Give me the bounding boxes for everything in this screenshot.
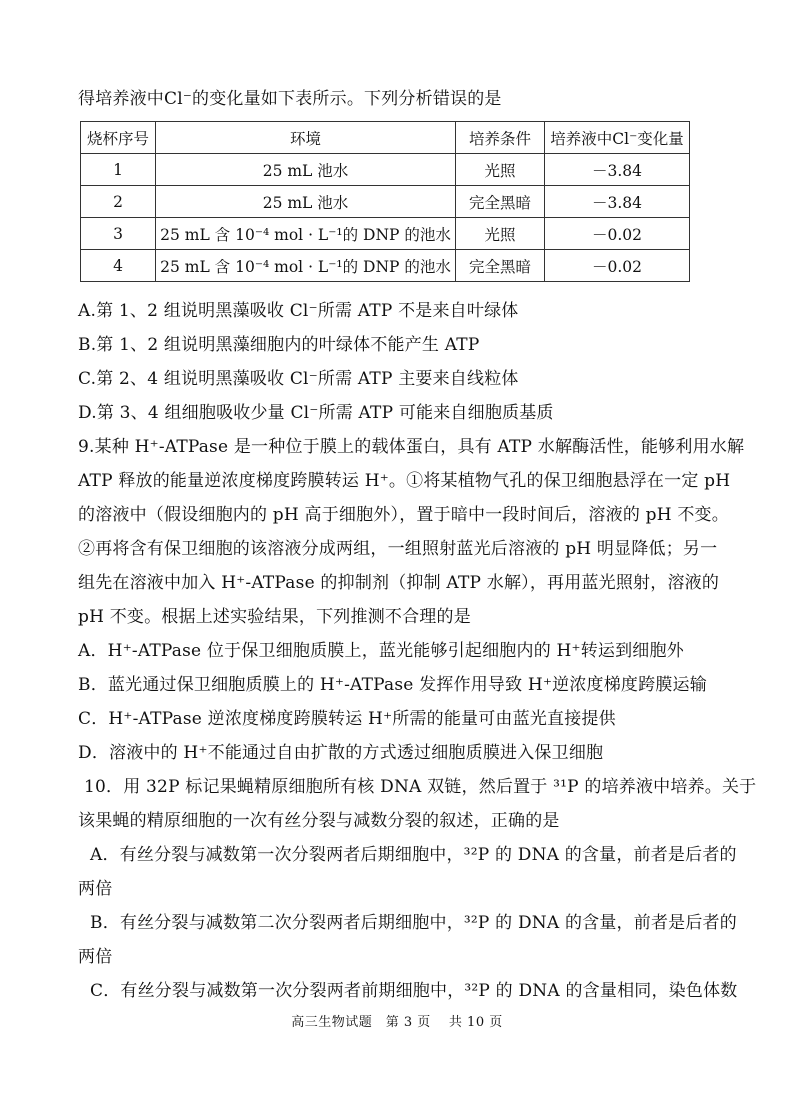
- q10-option-c: C．有丝分裂与减数第一次分裂两者前期细胞中，³²P 的 DNA 的含量相同，染色体数: [90, 981, 738, 1001]
- experiment-table: [80, 121, 690, 282]
- q10-option-b-cont: 两倍: [78, 947, 113, 967]
- q8-option-b: B.第 1、2 组说明黑藻细胞内的叶绿体不能产生 ATP: [78, 335, 480, 355]
- q9-option-a: A．H⁺-ATPase 位于保卫细胞质膜上，蓝光能够引起细胞内的 H⁺转运到细胞外: [78, 641, 684, 661]
- table-row: [81, 218, 690, 250]
- cell-condition: 光照: [456, 154, 545, 186]
- table-row: [81, 186, 690, 218]
- q8-option-a: A.第 1、2 组说明黑藻吸收 Cl⁻所需 ATP 不是来自叶绿体: [78, 301, 519, 321]
- q10-option-a-cont: 两倍: [78, 879, 113, 899]
- q9-stem-line: ②再将含有保卫细胞的该溶液分成两组，一组照射蓝光后溶液的 pH 明显降低；另一: [78, 539, 718, 559]
- q9-stem-line: ATP 释放的能量逆浓度梯度跨膜转运 H⁺。①将某植物气孔的保卫细胞悬浮在一定 pH: [78, 471, 731, 491]
- col-header-cl-change: 培养液中Cl⁻变化量: [545, 122, 690, 154]
- table-header-row: [81, 122, 690, 154]
- q8-option-c: C.第 2、4 组说明黑藻吸收 Cl⁻所需 ATP 主要来自线粒体: [78, 369, 519, 389]
- cell-condition: 完全黑暗: [456, 250, 545, 282]
- q8-stem-tail: 得培养液中Cl⁻的变化量如下表所示。下列分析错误的是: [78, 89, 502, 109]
- cell-cl-change: －3.84: [545, 186, 690, 218]
- cell-environment: 25 mL 含 10⁻⁴ mol · L⁻¹的 DNP 的池水: [156, 218, 456, 250]
- q9-option-b: B．蓝光通过保卫细胞质膜上的 H⁺-ATPase 发挥作用导致 H⁺逆浓度梯度跨膜运输: [78, 675, 707, 695]
- q9-stem-line: 组先在溶液中加入 H⁺-ATPase 的抑制剂（抑制 ATP 水解），再用蓝光照射，溶液的: [78, 573, 720, 593]
- q9-stem-line: 的溶液中（假设细胞内的 pH 高于细胞外），置于暗中一段时间后，溶液的 pH 不变。: [78, 505, 729, 525]
- cell-beaker: 4: [81, 250, 156, 282]
- q10-stem-line: 10．用 32P 标记果蝇精原细胞所有核 DNA 双链，然后置于 ³¹P 的培养液中培养。关于: [84, 777, 757, 797]
- col-header-condition: 培养条件: [456, 122, 545, 154]
- cell-condition: 光照: [456, 218, 545, 250]
- q9-option-c: C．H⁺-ATPase 逆浓度梯度跨膜转运 H⁺所需的能量可由蓝光直接提供: [78, 709, 616, 729]
- q9-option-d: D．溶液中的 H⁺不能通过自由扩散的方式透过细胞质膜进入保卫细胞: [78, 743, 604, 763]
- cell-beaker: 3: [81, 218, 156, 250]
- cell-cl-change: －0.02: [545, 218, 690, 250]
- cell-cl-change: －3.84: [545, 154, 690, 186]
- cell-beaker: 2: [81, 186, 156, 218]
- col-header-environment: 环境: [156, 122, 456, 154]
- q9-stem-line: 9.某种 H⁺-ATPase 是一种位于膜上的载体蛋白，具有 ATP 水解酶活性，能够利用水解: [78, 437, 745, 457]
- cell-cl-change: －0.02: [545, 250, 690, 282]
- cell-environment: 25 mL 池水: [156, 186, 456, 218]
- q10-option-a: A．有丝分裂与减数第一次分裂两者后期细胞中，³²P 的 DNA 的含量，前者是后者的: [90, 845, 737, 865]
- q8-option-d: D.第 3、4 组细胞吸收少量 Cl⁻所需 ATP 可能来自细胞质基质: [78, 403, 554, 423]
- cell-beaker: 1: [81, 154, 156, 186]
- cell-environment: 25 mL 池水: [156, 154, 456, 186]
- q10-stem-line: 该果蝇的精原细胞的一次有丝分裂与减数分裂的叙述，正确的是: [78, 811, 560, 831]
- cell-environment: 25 mL 含 10⁻⁴ mol · L⁻¹的 DNP 的池水: [156, 250, 456, 282]
- q9-stem-line: pH 不变。根据上述实验结果，下列推测不合理的是: [78, 607, 471, 627]
- col-header-beaker: 烧杯序号: [81, 122, 156, 154]
- page-footer: 高三生物试题 第 3 页 共 10 页: [291, 1015, 503, 1030]
- cell-condition: 完全黑暗: [456, 186, 545, 218]
- table-row: [81, 250, 690, 282]
- q10-option-b: B．有丝分裂与减数第二次分裂两者后期细胞中，³²P 的 DNA 的含量，前者是后者的: [90, 913, 737, 933]
- table-row: [81, 154, 690, 186]
